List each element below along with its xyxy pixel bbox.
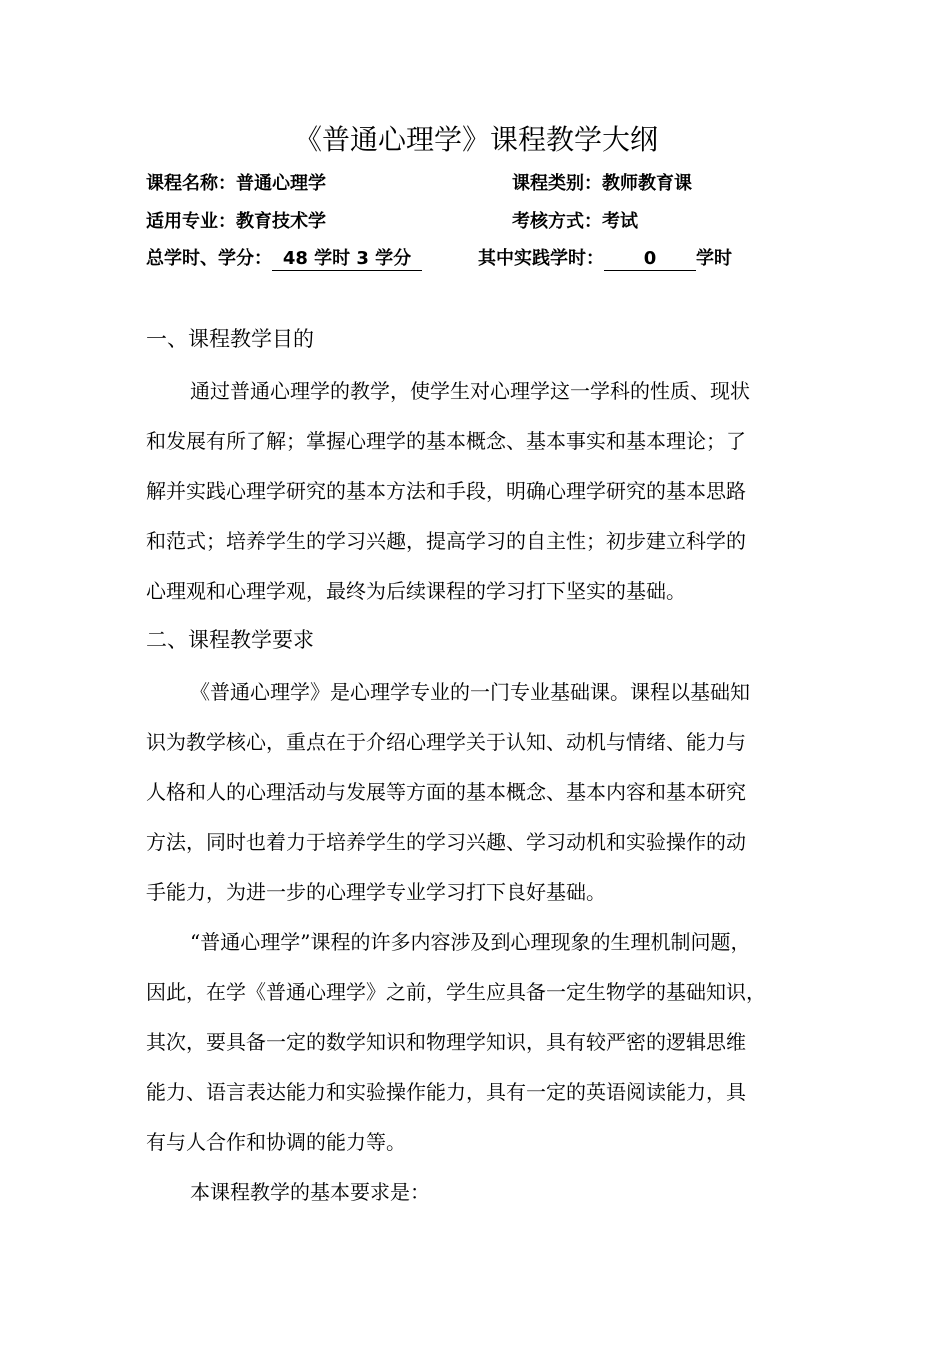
course-name-row [146, 170, 326, 198]
course-name-value: 普通心理学 [236, 173, 326, 194]
hours-row [146, 245, 422, 273]
paragraph-requirements-1 [146, 667, 826, 917]
practice-unit: 学时 [696, 248, 732, 269]
paragraph-line: 方法，同时也着力于培养学生的学习兴趣、学习动机和实验操作的动 [146, 830, 746, 854]
paragraph-line: 通过普通心理学的教学，使学生对心理学这一学科的性质、现状 [190, 379, 750, 403]
paragraph-line: 能力、语言表达能力和实验操作能力，具有一定的英语阅读能力，具 [146, 1080, 746, 1104]
hours-value: 48 学时 3 学分 [272, 248, 422, 271]
practice-value: 0 [604, 248, 696, 271]
paragraph-line: “普通心理学”课程的许多内容涉及到心理现象的生理机制问题， [190, 930, 751, 954]
paragraph-line: 《普通心理学》是心理学专业的一门专业基础课。课程以基础知 [190, 680, 750, 704]
paragraph-line: 本课程教学的基本要求是： [190, 1180, 430, 1204]
paragraph-purpose [146, 366, 826, 616]
exam-value: 考试 [602, 211, 638, 232]
course-type-value: 教师教育课 [602, 173, 692, 194]
course-name-label: 课程名称： [146, 173, 236, 194]
major-label: 适用专业： [146, 211, 236, 232]
paragraph-line: 人格和人的心理活动与发展等方面的基本概念、基本内容和基本研究 [146, 780, 746, 804]
paragraph-line: 其次，要具备一定的数学知识和物理学知识，具有较严密的逻辑思维 [146, 1030, 746, 1054]
paragraph-requirements-2 [146, 917, 826, 1167]
hours-label: 总学时、学分： [146, 248, 272, 269]
document-title: 《普通心理学》课程教学大纲 [293, 123, 658, 156]
paragraph-line: 和范式；培养学生的学习兴趣，提高学习的自主性；初步建立科学的 [146, 529, 746, 553]
exam-row [512, 208, 638, 236]
major-value: 教育技术学 [236, 211, 326, 232]
paragraph-line: 有与人合作和协调的能力等。 [146, 1130, 406, 1154]
paragraph-line: 和发展有所了解；掌握心理学的基本概念、基本事实和基本理论；了 [146, 429, 746, 453]
paragraph-line: 因此，在学《普通心理学》之前，学生应具备一定生物学的基础知识， [146, 980, 766, 1004]
practice-label: 其中实践学时： [478, 248, 604, 269]
paragraph-requirements-3 [146, 1167, 826, 1217]
major-row [146, 208, 326, 236]
section-heading-purpose: 一、课程教学目的 [146, 327, 314, 351]
practice-row [478, 245, 732, 273]
paragraph-line: 识为教学核心，重点在于介绍心理学关于认知、动机与情绪、能力与 [146, 730, 746, 754]
paragraph-line: 解并实践心理学研究的基本方法和手段，明确心理学研究的基本思路 [146, 479, 746, 503]
course-type-label: 课程类别： [512, 173, 602, 194]
exam-label: 考核方式： [512, 211, 602, 232]
course-type-row [512, 170, 692, 198]
section-heading-requirements: 二、课程教学要求 [146, 628, 314, 652]
paragraph-line: 手能力，为进一步的心理学专业学习打下良好基础。 [146, 880, 606, 904]
paragraph-line: 心理观和心理学观，最终为后续课程的学习打下坚实的基础。 [146, 579, 686, 603]
